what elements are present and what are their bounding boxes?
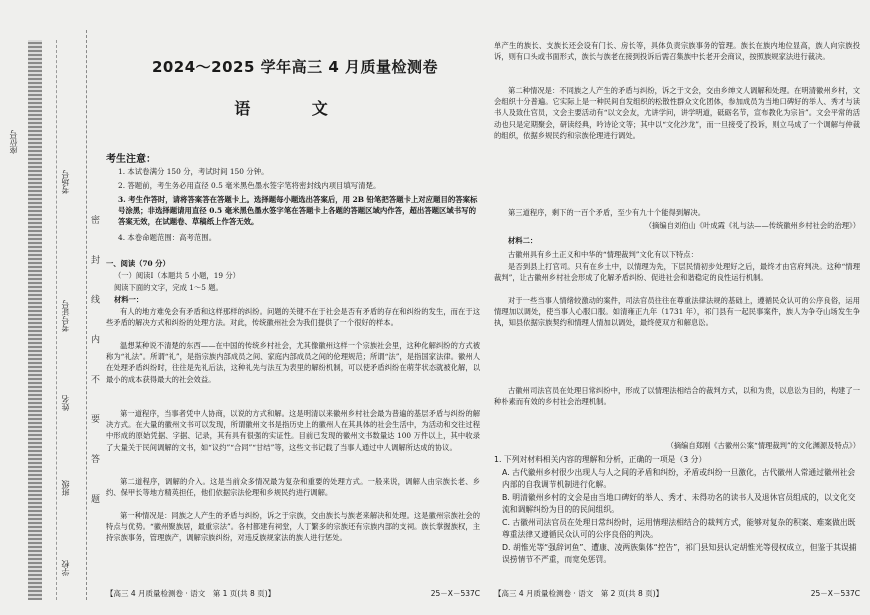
page-footer (494, 588, 860, 599)
body-paragraph: 古徽州司法官员在处理日常纠纷中，形成了以情理法相结合的裁判方式，以和为贵，以息讼为目的，构建了一种朴素而有效的乡村社会治理机制。 (494, 386, 860, 407)
seat-label: 座位号 (9, 130, 18, 154)
body-paragraph: 温想某种说不清楚的东西——在中国的传统乡村社会，尤其像徽州这样一个宗族社会里，这种化解纠纷的方式被称为“礼法”。所谓“礼”，是指宗族内部成员之间、家庭内部成员之间的伦理规范；所谓“法”，是指国家法律。徽州人在处理矛盾纠纷时，往往是先礼后法，这种礼先与法互为表里的解纷机制，可以使矛盾纠纷在萌芽状态就被化解，以最小的成本获得最大的社会效益。 (106, 341, 480, 384)
body-paragraph: 第一道程序，当事者凭中人协商，以说的方式和解。这是明清以来徽州乡村社会最为普遍的基层矛盾与纠纷的解决方式。在大量的徽州文书可以发现，所谓徽州文书是指历史上的徽州人在其具体的社会生活中，为活动和交往过程中形成的原始凭据、字据、记录，其有具有很强的实证性。目前已发现的徽州文书数量达 100 万件以上，其中收录了大量关于民间调解的文书，如“议约”“合同”“甘结”等，这些文书记载了当事人通过中人调解所达成的协议。 (106, 409, 480, 452)
notice-heading: 考生注意： (106, 154, 156, 165)
exam-room-label: 考场号 (61, 170, 70, 194)
body-paragraph: 古徽州具有乡土正义和中华的“情理裁判”文化有以下特点： (508, 250, 698, 259)
school-label: 学校 (61, 560, 70, 576)
footer-code: 25－X－537C (430, 589, 480, 598)
body-paragraph: 单产生的族长、支族长还会设有门长、房长等，具体负责宗族事务的管理。族长在族内地位显高，族人向宗族投诉，则有口头或书面形式，族长与族老在接到投诉后需召集族中长老开会商议，按照族规家法进行裁决。 (494, 41, 860, 62)
notice-item: 1. 本试卷满分 150 分，考试时间 150 分钟。 (118, 167, 269, 176)
class-label: 班级 (61, 480, 70, 496)
body-paragraph: 对于一些当事人情绪较激动的案件，司法官员往往在尊重法律法规的基础上，遵循民众认可的公序良俗，运用情理加以调处，使当事人心服口服。如清雍正九年（1731 年），祁门县有一起民事案件，族人为争夺山场发生争执，知县依据宗族契约和情理人情加以调处，最终使双方和解息讼。 (494, 296, 860, 328)
seal-cut-line (86, 30, 87, 600)
material-label: 材料二： (508, 236, 538, 245)
material-label: 材料一： (114, 295, 144, 304)
notice-item: 4. 本卷命题范围：高考范围。 (118, 233, 217, 242)
exam-number-label: 考号证号 (61, 300, 70, 332)
body-paragraph: 第二道程序，调解的介入。这是当前众多情况最为复杂和重要的处理方式。一般来说，调解人由宗族长老、乡约、保甲长等地方精英担任，他们依据宗法伦理和乡规民约进行调解。 (106, 477, 480, 498)
subject-title: 语 文 (234, 99, 356, 118)
body-paragraph: 第二种情况是：不同族之人产生的矛盾与纠纷，诉之于文会，交由乡绅文人调解和处理。在明清徽州乡村，文会组织十分普遍。它实际上是一种民间自发组织的松散性群众文化团体，参加成员为当地口碑好的举人、秀才与读书人及致仕官员，文会主要活动有“以文会友，尤讲学问，讲学明道，砥砺名节，宣布教化为宗旨”。文会平常的活动也只是定期聚会，研读经典，吟诗论文等；其中以“文化沙龙”，而一旦接受了投诉，则立马成了一个调解与仲裁的组织，依据乡规民约和宗族伦理进行调处。 (494, 86, 860, 140)
choice-option-c[interactable]: C. 古徽州司法官员在处理日常纠纷时，运用情理法相结合的裁判方式，能够对复杂的积案、难案做出既尊重法律又遵循民众认可的公序良俗的判决。 (502, 518, 856, 539)
source-citation: （摘编自刘伯山《叶成霞《礼与法——传统徽州乡村社会的治理》） (644, 221, 860, 230)
choice-option-b[interactable]: B. 明清徽州乡村的文会是由当地口碑好的举人、秀才、未得功名的读书人及退休官员组成的，以文化交流和调解纠纷为目的的民间组织。 (502, 493, 856, 514)
footer-page-info: 【高三 4 月质量检测卷 · 语文 第 2 页(共 8 页)】 (494, 589, 664, 598)
subsection-heading: （一）阅读Ⅰ（本题共 5 小题，19 分） (114, 271, 240, 280)
body-paragraph: 第三道程序，剩下的一百个矛盾，至少有九十个能得到解决。 (508, 208, 706, 217)
exam-title: 2024～2025 学年高三 4 月质量检测卷 (151, 58, 439, 76)
source-citation: （摘编自郑刚《古徽州公案“情理裁判”的文化渊源及特点》） (666, 441, 860, 450)
body-paragraph: 第一种情况是：同族之人产生的矛盾与纠纷，诉之于宗族，交由族长与族老来解决和处理。这是徽州宗族社会的特点与优势。“徽州聚族居，最重宗法”。各村都建有祠堂，人丁繁多的宗族还有宗族内部的支祠。族长掌握族权，主持宗族事务，管理族产，调解宗族纠纷，对违反族规家法的族人进行惩处。 (106, 511, 480, 543)
body-paragraph: 是否到县上打官司。只有在乡土中，以情理为先，下层民情初步处理好之后，最终才由官府判决。这种“情理裁判”，让古徽州乡村社会形成了化解矛盾纠纷、促进社会和谐稳定的良性运行机制。 (494, 262, 860, 283)
notice-item: 3. 考生作答时，请将答案答在答题卡上。选择题每小题选出答案后，用 2B 铅笔把答题卡上对应题目的答案标号涂黑；非选择题请用直径 0.5 毫米黑色墨水签字笔在答题卡上各题的答题区域内作答，超出答题区域书写的答案无效，在试题卷、草稿纸上作答无效。 (118, 195, 478, 226)
notice-item: 2. 答题前，考生务必用直径 0.5 毫米黑色墨水签字笔将密封线内项目填写清楚。 (118, 181, 381, 190)
binding-border-strip (28, 40, 42, 600)
binding-divider (56, 40, 57, 600)
page-footer (106, 588, 480, 599)
question-stem: 1. 下列对材料相关内容的理解和分析，正确的一项是（3 分） (494, 455, 707, 464)
footer-code: 25－X－537C (810, 589, 860, 598)
footer-page-info: 【高三 4 月质量检测卷 · 语文 第 1 页(共 8 页)】 (106, 589, 276, 598)
choice-option-a[interactable]: A. 古代徽州乡村很少出现人与人之间的矛盾和纠纷，矛盾或纠纷一旦激化，古代徽州人常通过徽州社会内部的自我调节机制进行化解。 (502, 468, 856, 489)
seal-warning-text: 密 封 线 内 不 要 答 题 (89, 215, 99, 518)
name-label: 姓名 (61, 395, 70, 411)
choice-option-d[interactable]: D. 胡惟光等“强辞诃鱼”、遭康、凌两族集体“控告”，祁门县知县认定胡惟光等侵权成立，但鉴于其误捕误捞情节不严重，而宽免惩罚。 (502, 543, 857, 564)
instruction-text: 阅读下面的文字，完成 1～5 题。 (114, 283, 223, 292)
section-heading: 一、阅读（70 分） (106, 259, 170, 268)
body-paragraph: 有人的地方难免会有矛盾和这样那样的纠纷。问题的关键不在于社会是否有矛盾的存在和纠纷的发生，而在于这些矛盾的解决方式和纠纷的处理方法。对此，传统徽州社会为我们提供了一个很好的样本。 (106, 307, 480, 328)
